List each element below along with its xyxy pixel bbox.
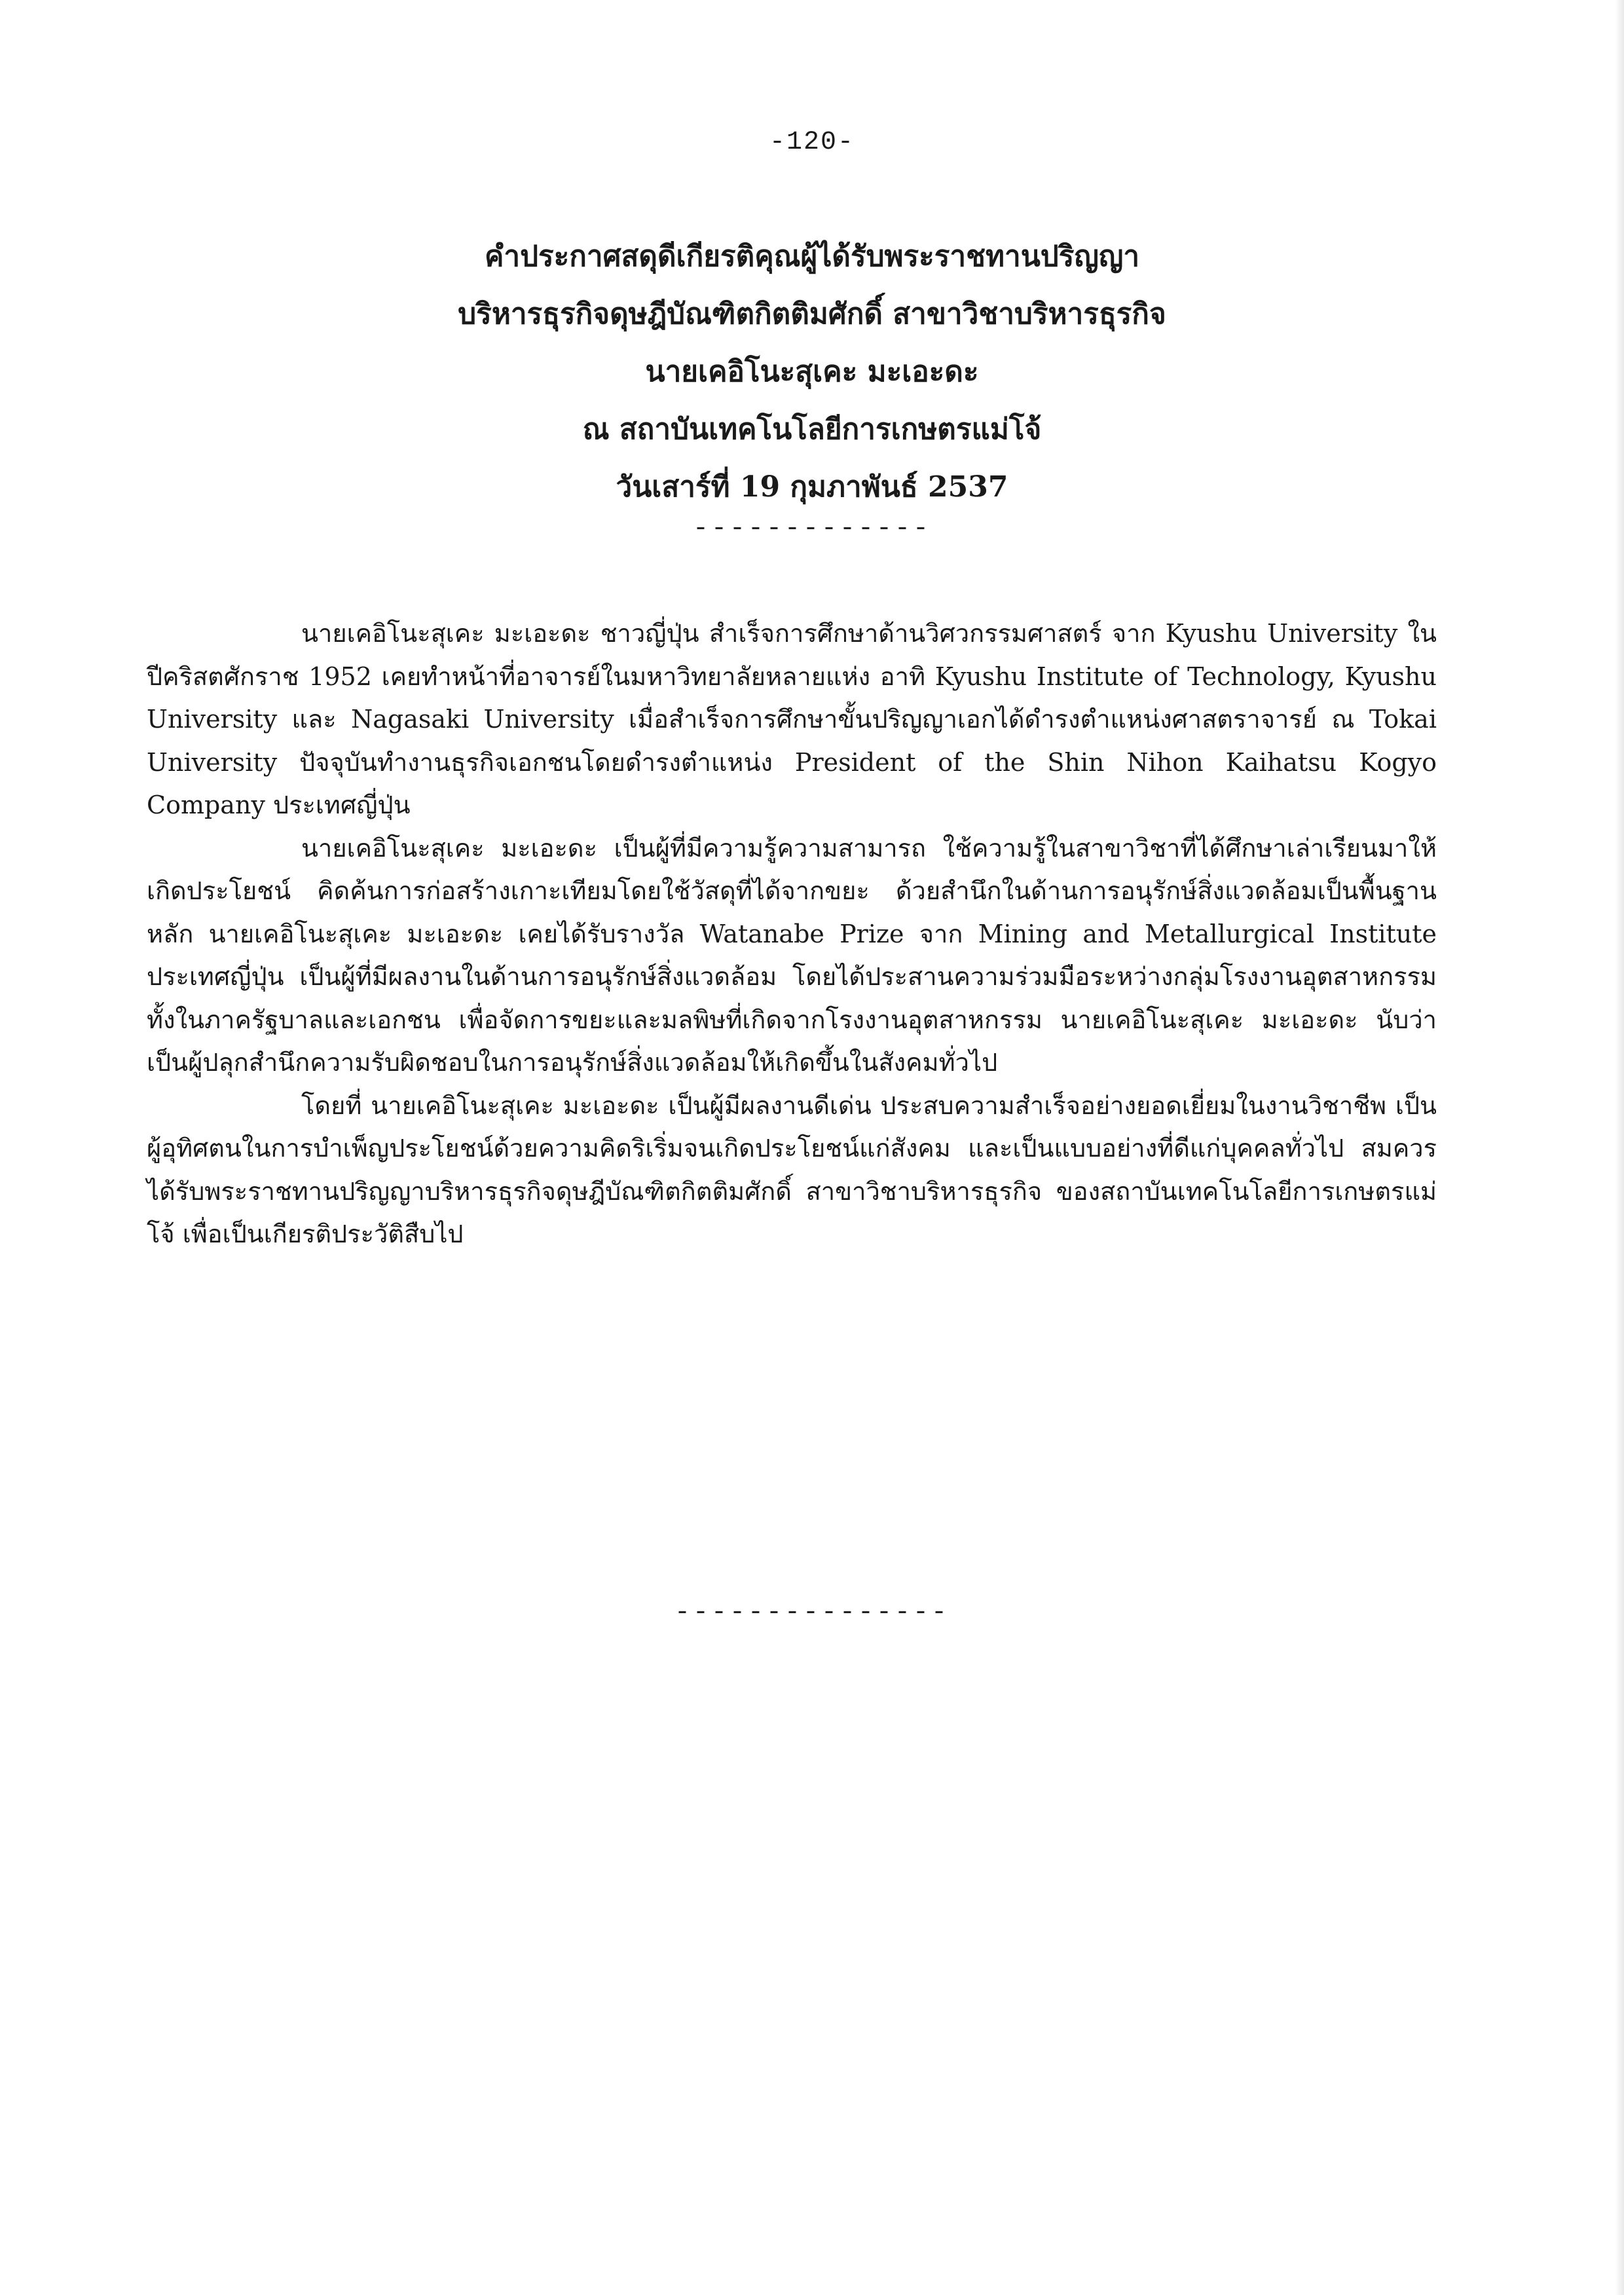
title-divider: -------------: [692, 514, 932, 544]
title-line-4: ณ สถาบันเทคโนโลยีการเกษตรแม่โจ้: [582, 413, 1042, 446]
paragraph-3: โดยที่ นายเคอิโนะสุเคะ มะเอะดะ เป็นผู้มีผลงานดีเด่น ประสบความสำเร็จอย่างยอดเยี่ยมในงานวิชาชีพ เป็นผู้อุทิศตนในการบำเพ็ญประโยชน์ด้วยความคิดริเริ่มจนเกิดประโยชน์แก่สังคม และเป็นแบบอย่างที่ดีแก่บุคคลทั่วไป สมควรได้รับพระราชทานปริญญาบริหารธุรกิจดุษฎีบัณฑิตกิตติมศักดิ์ สาขาวิชาบริหารธุรกิจ ของสถาบันเทคโนโลยีการเกษตรแม่โจ้ เพื่อเป็นเกียรติประวัติสืบไป: [147, 1091, 1437, 1248]
title-block: [288, 228, 1336, 516]
title-line-5: วันเสาร์ที่ 19 กุมภาพันธ์ 2537: [616, 470, 1008, 504]
title-line-1: คำประกาศสดุดีเกียรติคุณผู้ได้รับพระราชทานปริญญา: [484, 240, 1140, 273]
title-line-3: นายเคอิโนะสุเคะ มะเอะดะ: [645, 355, 979, 388]
title-line-2: บริหารธุรกิจดุษฎีบัณฑิตกิตติมศักดิ์ สาขาวิชาบริหารธุรกิจ: [458, 297, 1166, 331]
end-divider: ---------------: [674, 1598, 950, 1628]
paragraph-2: นายเคอิโนะสุเคะ มะเอะดะ เป็นผู้ที่มีความรู้ความสามารถ ใช้ความรู้ในสาขาวิชาที่ได้ศึกษาเล่าเรียนมาให้เกิดประโยชน์ คิดค้นการก่อสร้างเกาะเทียมโดยใช้วัสดุที่ได้จากขยะ ด้วยสำนึกในด้านการอนุรักษ์สิ่งแวดล้อมเป็นพื้นฐานหลัก นายเคอิโนะสุเคะ มะเอะดะ เคยได้รับรางวัล Watanabe Prize จาก Mining and Metallurgical Institute ประเทศญี่ปุ่น เป็นผู้ที่มีผลงานในด้านการอนุรักษ์สิ่งแวดล้อม โดยได้ประสานความร่วมมือระหว่างกลุ่มโรงงานอุตสาหกรรมทั้งในภาครัฐบาลและเอกชน เพื่อจัดการขยะและมลพิษที่เกิดจากโรงงานอุตสาหกรรม นายเคอิโนะสุเคะ มะเอะดะ นับว่าเป็นผู้ปลุกสำนึกความรับผิดชอบในการอนุรักษ์สิ่งแวดล้อมให้เกิดขึ้นในสังคมทั่วไป: [147, 833, 1437, 1077]
page-number: -120-: [769, 128, 855, 157]
scan-edge: [1615, 0, 1624, 2295]
body-text: [147, 612, 1437, 1256]
paragraph-1: นายเคอิโนะสุเคะ มะเอะดะ ชาวญี่ปุ่น สำเร็จการศึกษาด้านวิศวกรรมศาสตร์ จาก Kyushu University ในปีคริสตศักราช 1952 เคยทำหน้าที่อาจารย์ในมหาวิทยาลัยหลายแห่ง อาทิ Kyushu Institute of Technology, Kyushu University และ Nagasaki University เมื่อสำเร็จการศึกษาขั้นปริญญาเอกได้ดำรงตำแหน่งศาสตราจารย์ ณ Tokai University ปัจจุบันทำงานธุรกิจเอกชนโดยดำรงตำแหน่ง President of the Shin Nihon Kaihatsu Kogyo Company ประเทศญี่ปุ่น: [147, 619, 1437, 819]
